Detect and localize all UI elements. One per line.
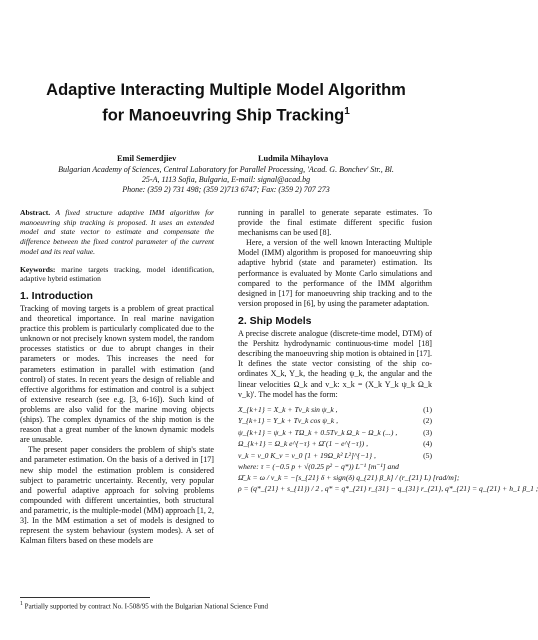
- equation-text: X_{k+1} = X_k + Tv_k sin ψ_k ,: [238, 404, 338, 414]
- affiliation-line: Bulgarian Academy of Sciences, Central Laboratory for Parallel Processing, 'Acad. G. Bonchev' Str., Bl.: [58, 165, 394, 174]
- section-heading-introduction: 1. Introduction: [20, 289, 93, 302]
- equation: [238, 404, 432, 416]
- left-column: [20, 208, 214, 546]
- right-column: [238, 208, 538, 494]
- section-heading-ship-models: 2. Ship Models: [238, 314, 312, 327]
- abstract-label: Abstract.: [20, 208, 51, 217]
- footnote-divider: [20, 597, 150, 598]
- equation: [238, 427, 432, 439]
- paragraph: A precise discrete analogue (discrete-time model, DTM) of the Pershitz hydrodynamic continuous-time model [18] describing the manoeuvring ship motion is obtained in [17]. It defines the state vector consisting of the ship co-ordinates X_k, Y_k, the heading ψ_k, the angular and the linear velocities Ω_k and v_k: x_k = (X_k Y_k ψ_k Ω_k v_k)'. The model has the form:: [238, 329, 432, 399]
- where-clause: where: τ = (−0.5 p + √(0.25 p² − q*)) L⁻¹ [m⁻¹] and: [238, 462, 399, 472]
- contact-line: Phone: (359 2) 731 498; (359 2)713 6747; Fax: (359 2) 707 273: [122, 185, 330, 195]
- equation: [238, 438, 432, 450]
- author-1: Emil Semerdjiev: [117, 154, 177, 163]
- footnote: [20, 601, 268, 610]
- paragraph: The present paper considers the problem of ship's state and parameter estimation. On the basis of a derived in [17] new ship model the estimation problem is considered subject to parametric uncertainty. Recently, very popular and powerful adaptive approach for solving problems compounded with different uncertainties, both structural and parametric, is the multiple-model (MM) approach [1, 2, 3]. In the MM estimation a set of models is designed to represent the system behaviour (system modes). A set of Kalman filters based on these models are: [20, 445, 214, 546]
- equation-number: (5): [423, 450, 432, 460]
- keywords: [20, 265, 214, 284]
- equation-number: (1): [423, 404, 432, 414]
- title-footnote-mark: 1: [344, 106, 350, 117]
- author-2: Ludmila Mihaylova: [258, 154, 329, 163]
- paragraph: running in parallel to generate separate estimates. To provide the final estimate different specific fusion mechanisms can be used [8].: [238, 208, 432, 238]
- paper-title: [40, 80, 412, 127]
- rho-definition: ρ = (q*_{21} + s_{11}) / 2 , q* = q*_{21} r_{31} − q_{31} r_{21}, q*_{21} = q_{21} + h_1 β_1 ;: [238, 484, 538, 494]
- abstract: [20, 208, 214, 257]
- omega-definition: Ω̄_k = ω / v_k = −[s_{21} δ + sign(δ) q_{21} β_k] / (r_{21} L) [rad/m];: [238, 473, 460, 483]
- affiliation-line: 25-A, 1113 Sofia, Bulgaria, E-mail: signal@acad.bg: [141, 175, 311, 185]
- keywords-text: marine targets tracking, model identification, adaptive hybrid estimation: [20, 264, 214, 284]
- equation-text: ψ_{k+1} = ψ_k + TΩ_k + 0.5Tv_k Ω_k − Ω_k (...) ,: [238, 427, 398, 437]
- equation-text: Y_{k+1} = Y_k + Tv_k cos ψ_k ,: [238, 416, 338, 426]
- equation-number: (2): [423, 416, 432, 426]
- footnote-mark: 1: [20, 601, 23, 607]
- affiliation-block: [20, 165, 432, 196]
- title-text: Adaptive Interacting Multiple Model Algorithm for Manoeuvring Ship Tracking: [46, 81, 406, 125]
- keywords-label: Keywords:: [20, 264, 56, 274]
- equation-number: (4): [423, 439, 432, 449]
- equation: [238, 415, 432, 427]
- paragraph: Tracking of moving targets is a problem of great practical and theoretical importance. In real marine navigation practice this problem is particularly complicated due to the unknown or not precisely known system model, the random processes statistics or due to abrupt changes in their parameters or modes. This increases the need for parameters estimation in parallel with estimation (and control) of states. In recent years the design of reliable and effective algorithms for estimation and control is a subject of extensive research (see e.g. [3, 6-16]). Such kind of problems are also valid for the marine moving objects (ships). The complex dynamics of the ship motion is the reason that a great number of the known dynamic models are unusable.: [20, 304, 214, 445]
- equation-text: Ω_{k+1} = Ω_k e^{−τ} + Ω̄ (1 − e^{−τ}) ,: [238, 439, 368, 449]
- abstract-text: A fixed structure adaptive IMM algorithm for manoeuvring ship tracking is proposed. It uses an extended model and state vector to estimate and compensate the difference between the fixed control parameter of the current model and its real value.: [20, 208, 214, 256]
- footnote-text: Partially supported by contract No. I-508/95 with the Bulgarian National Science Fund: [24, 602, 269, 611]
- equation-text: v_k = v_0 K_v = v_0 [1 + 19Ω_k² L²]^{−1} ,: [238, 450, 376, 460]
- equation: [238, 450, 432, 462]
- equation-number: (3): [423, 427, 432, 437]
- paragraph: Here, a version of the well known Interacting Multiple Model (IMM) algorithm is proposed for manoeuvring ship adaptive hybrid (state and parameter) estimation. Its performance is evaluated by Monte Carlo simulations and compared to the performance of the IMM algorithm designed in [17] for manoeuvring ship tracking and to the version proposed in [6], by using the parameter adaptation.: [238, 238, 432, 308]
